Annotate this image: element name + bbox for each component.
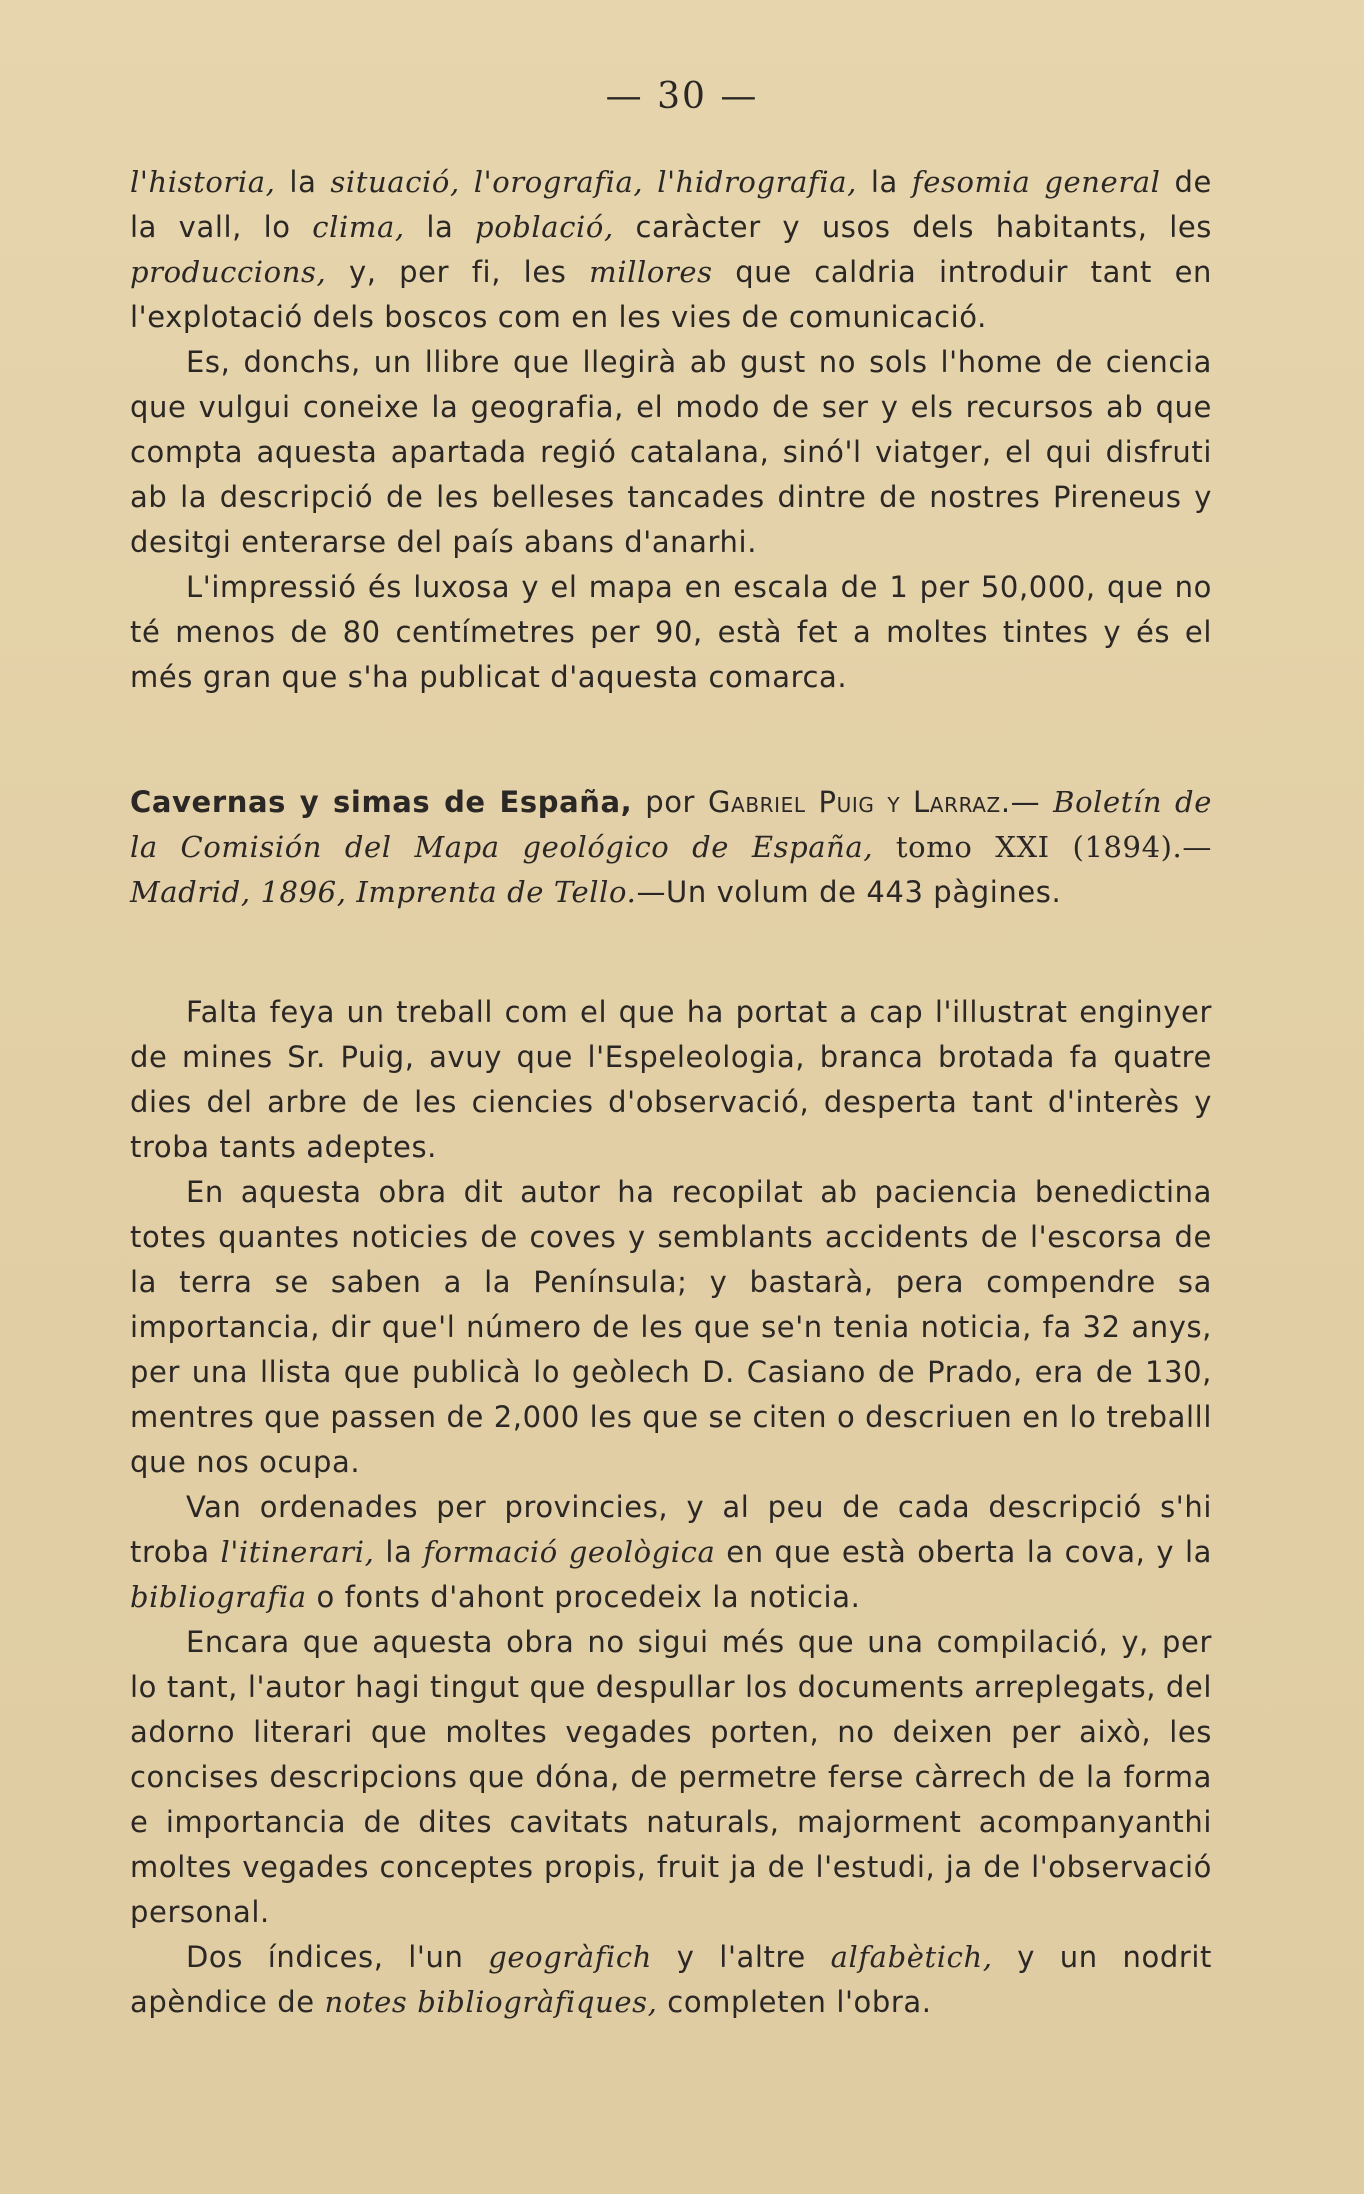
volume-info: —Un volum de 443 pàgines.: [636, 875, 1062, 909]
journal-title: Boletín de la Comisión del Mapa geológico de España,: [130, 785, 1212, 864]
review-body: [130, 990, 1212, 2025]
paragraph: Van ordenades per provincies, y al peu de cada descripció s'hi troba l'itinerari, la formació geològica en que està oberta la cova, y la bibliografia o fonts d'ahont procedeix la noticia.: [130, 1490, 1212, 1614]
book-title: Cavernas y simas de España,: [130, 785, 633, 819]
publication-place: Madrid, 1896, Imprenta de Tello.: [130, 875, 637, 909]
book-review-heading: Cavernas y simas de España, por Gabriel Puig y Larraz.— Boletín de la Comisión del Mapa geológico de España, tomo XXI (1894).—Madrid, 1896, Imprenta de Tello.—Un volum de 443 pàgines.: [130, 785, 1212, 909]
paragraph: Dos índices, l'un geogràfich y l'altre alfabètich, y un nodrit apèndice de notes bibliogràfiques, completen l'obra.: [130, 1940, 1212, 2019]
paragraph: Es, donchs, un llibre que llegirà ab gust no sols l'home de ciencia que vulgui coneixe la geografia, el modo de ser y els recursos ab que compta aquesta apartada regió catalana, sinó'l viatger, el qui disfruti ab la descripció de les belleses tancades dintre de nostres Pireneus y desitgi enterarse del país abans d'anarhi.: [130, 345, 1212, 559]
paragraph: Falta feya un treball com el que ha portat a cap l'illustrat enginyer de mines Sr. Puig, avuy que l'Espeleologia, branca brotada fa quatre dies del arbre de les ciencies d'observació, desperta tant d'interès y troba tants adeptes.: [130, 995, 1212, 1164]
paragraph: L'impressió és luxosa y el mapa en escala de 1 per 50,000, que no té menos de 80 centímetres per 90, està fet a moltes tintes y és el més gran que s'ha publicat d'aquesta comarca.: [130, 570, 1212, 694]
paragraph: l'historia, la situació, l'orografia, l'hidrografia, la fesomia general de la vall, lo clima, la població, caràcter y usos dels habitants, les produccions, y, per fi, les millores que caldria introduir tant en l'explotació dels boscos com en les vies de comunicació.: [130, 165, 1213, 334]
paragraph: Encara que aquesta obra no sigui més que una compilació, y, per lo tant, l'autor hagi tingut que despullar los documents arreplegats, del adorno literari que moltes vegades porten, no deixen per això, les concises descripcions que dóna, de permetre ferse càrrech de la forma e importancia de dites cavitats naturals, majorment acompanyanthi moltes vegades conceptes propis, fruit ja de l'estudi, ja de l'observació personal.: [130, 1625, 1212, 1929]
paragraph: En aquesta obra dit autor ha recopilat ab paciencia benedictina totes quantes noticies de coves y semblants accidents de l'escorsa de la terra se saben a la Península; y bastarà, pera compendre sa importancia, dir que'l número de les que se'n tenia noticia, fa 32 anys, per una llista que publicà lo geòlech D. Casiano de Prado, era de 130, mentres que passen de 2,000 les que se citen o descriuen en lo treballl que nos ocupa.: [130, 1175, 1212, 1479]
book-author: Gabriel Puig y Larraz: [707, 785, 1001, 819]
review-continuation: [130, 160, 1212, 700]
page-number: — 30 —: [605, 76, 759, 117]
